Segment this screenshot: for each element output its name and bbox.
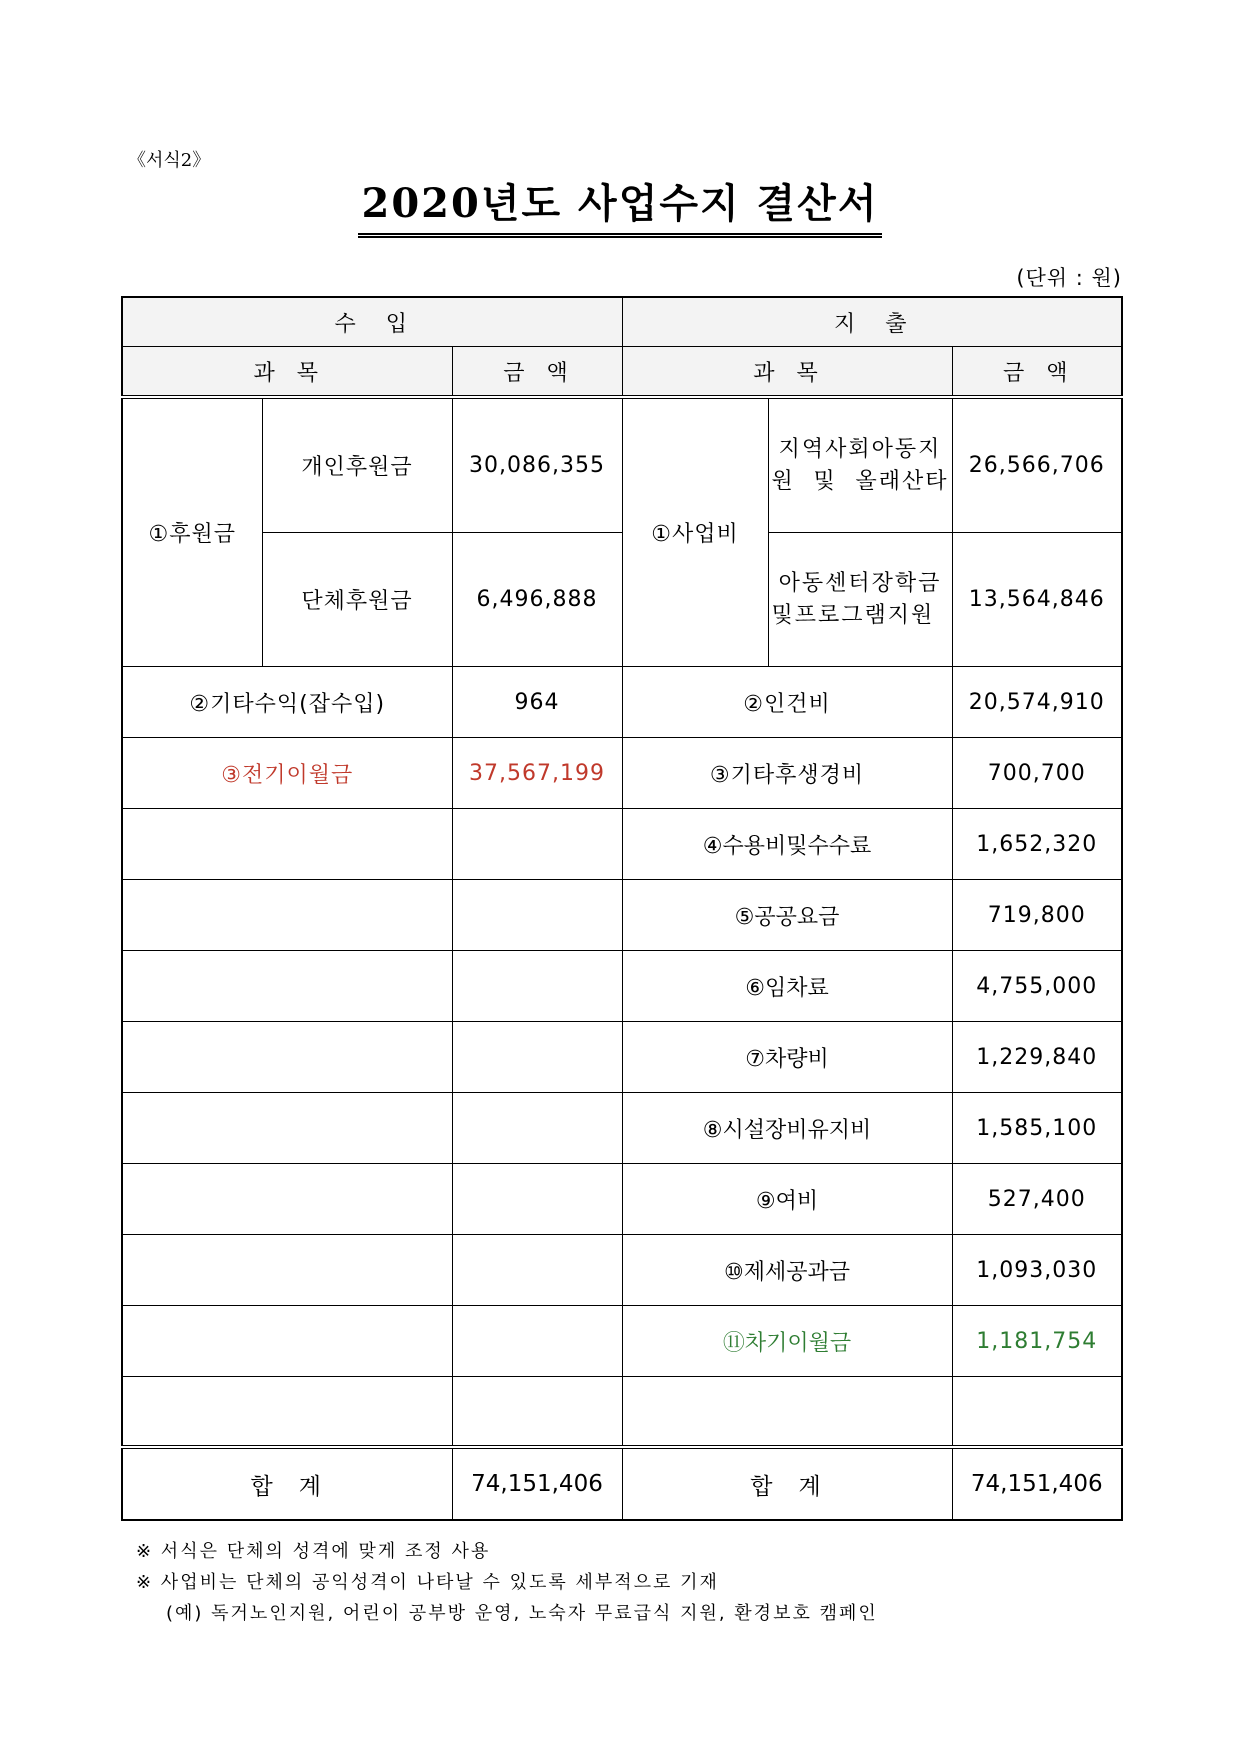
empty-cell: [452, 809, 622, 880]
income-carryover-amount: 37,567,199: [452, 738, 622, 809]
form-label: 《서식2》: [128, 150, 211, 171]
table-row: [122, 809, 1122, 880]
expense-project-sub2-label: 아동센터장학금및프로그램지원: [768, 533, 952, 667]
empty-cell: [122, 1093, 452, 1164]
unit-label: (단위 : 원): [1016, 266, 1122, 290]
note-example: (예) 독거노인지원, 어린이 공부방 운영, 노숙자 무료급식 지원, 환경보호 캠페인: [166, 1603, 878, 1624]
total-row: [122, 1447, 1122, 1520]
expense-total-amount: 74,151,406: [952, 1447, 1122, 1520]
expense-item-amount: 527,400: [952, 1164, 1122, 1235]
expense-item-amount: 1,229,840: [952, 1022, 1122, 1093]
empty-cell: [452, 1022, 622, 1093]
empty-cell: [122, 1022, 452, 1093]
table-row: [122, 1093, 1122, 1164]
expense-item-amount: 719,800: [952, 880, 1122, 951]
expense-item-label: ⑩제세공과금: [622, 1235, 952, 1306]
empty-cell: [452, 951, 622, 1022]
table-row: [122, 738, 1122, 809]
expense-project-sub1-amount: 26,566,706: [952, 397, 1122, 533]
income-amount-header: 금액: [452, 347, 622, 398]
income-personal-amount: 30,086,355: [452, 397, 622, 533]
expense-item-label: ⑧시설장비유지비: [622, 1093, 952, 1164]
expense-project-sub1-label: 지역사회아동지원 및 올래산타: [768, 397, 952, 533]
table-row: [122, 951, 1122, 1022]
empty-cell: [452, 1377, 622, 1448]
empty-cell: [452, 1164, 622, 1235]
expense-item-header: 과목: [622, 347, 952, 398]
expense-item-label: ⑥임차료: [622, 951, 952, 1022]
document-title: 2020년도 사업수지 결산서: [358, 172, 883, 238]
table-row: [122, 1022, 1122, 1093]
table-row: [122, 880, 1122, 951]
expense-amount-header: 금액: [952, 347, 1122, 398]
expense-next-carryover-label: ⑪차기이월금: [622, 1306, 952, 1377]
expense-item-amount: 1,652,320: [952, 809, 1122, 880]
expense-item-label: ②인건비: [622, 667, 952, 738]
income-group-label: 단체후원금: [262, 533, 452, 667]
expense-total-label: 합계: [622, 1447, 952, 1520]
empty-cell: [122, 1306, 452, 1377]
expense-item-amount: 4,755,000: [952, 951, 1122, 1022]
expense-project-label: ①사업비: [622, 397, 768, 667]
expense-item-label: ③기타후생경비: [622, 738, 952, 809]
empty-cell: [122, 1377, 452, 1448]
empty-cell: [622, 1377, 952, 1448]
expense-item-amount: 700,700: [952, 738, 1122, 809]
empty-cell: [452, 1235, 622, 1306]
expense-item-amount: 20,574,910: [952, 667, 1122, 738]
settlement-table: [121, 296, 1123, 1521]
empty-cell: [122, 1235, 452, 1306]
expense-item-label: ⑨여비: [622, 1164, 952, 1235]
income-other-label: ②기타수익(잡수입): [122, 667, 452, 738]
income-header: 수입: [122, 297, 622, 347]
empty-cell: [122, 1164, 452, 1235]
income-total-amount: 74,151,406: [452, 1447, 622, 1520]
income-donation-label: ①후원금: [122, 397, 262, 667]
income-carryover-label: ③전기이월금: [122, 738, 452, 809]
empty-cell: [122, 880, 452, 951]
expense-header: 지출: [622, 297, 1122, 347]
empty-cell: [452, 1306, 622, 1377]
income-item-header: 과목: [122, 347, 452, 398]
expense-item-amount: 1,585,100: [952, 1093, 1122, 1164]
expense-item-label: ⑤공공요금: [622, 880, 952, 951]
empty-cell: [952, 1377, 1122, 1448]
table-row: [122, 1306, 1122, 1377]
expense-item-label: ④수용비및수수료: [622, 809, 952, 880]
expense-next-carryover-amount: 1,181,754: [952, 1306, 1122, 1377]
income-other-amount: 964: [452, 667, 622, 738]
note-line: ※ 사업비는 단체의 공익성격이 나타날 수 있도록 세부적으로 기재: [136, 1572, 719, 1593]
empty-cell: [122, 809, 452, 880]
income-group-amount: 6,496,888: [452, 533, 622, 667]
expense-project-sub2-amount: 13,564,846: [952, 533, 1122, 667]
table-row: [122, 1235, 1122, 1306]
table-row: [122, 1164, 1122, 1235]
table-row: [122, 1377, 1122, 1448]
expense-item-label: ⑦차량비: [622, 1022, 952, 1093]
income-personal-label: 개인후원금: [262, 397, 452, 533]
table-row: [122, 667, 1122, 738]
empty-cell: [452, 880, 622, 951]
income-total-label: 합계: [122, 1447, 452, 1520]
empty-cell: [122, 951, 452, 1022]
table-row: [122, 397, 1122, 533]
empty-cell: [452, 1093, 622, 1164]
expense-item-amount: 1,093,030: [952, 1235, 1122, 1306]
note-line: ※ 서식은 단체의 성격에 맞게 조정 사용: [136, 1541, 491, 1562]
notes: [136, 1536, 878, 1629]
